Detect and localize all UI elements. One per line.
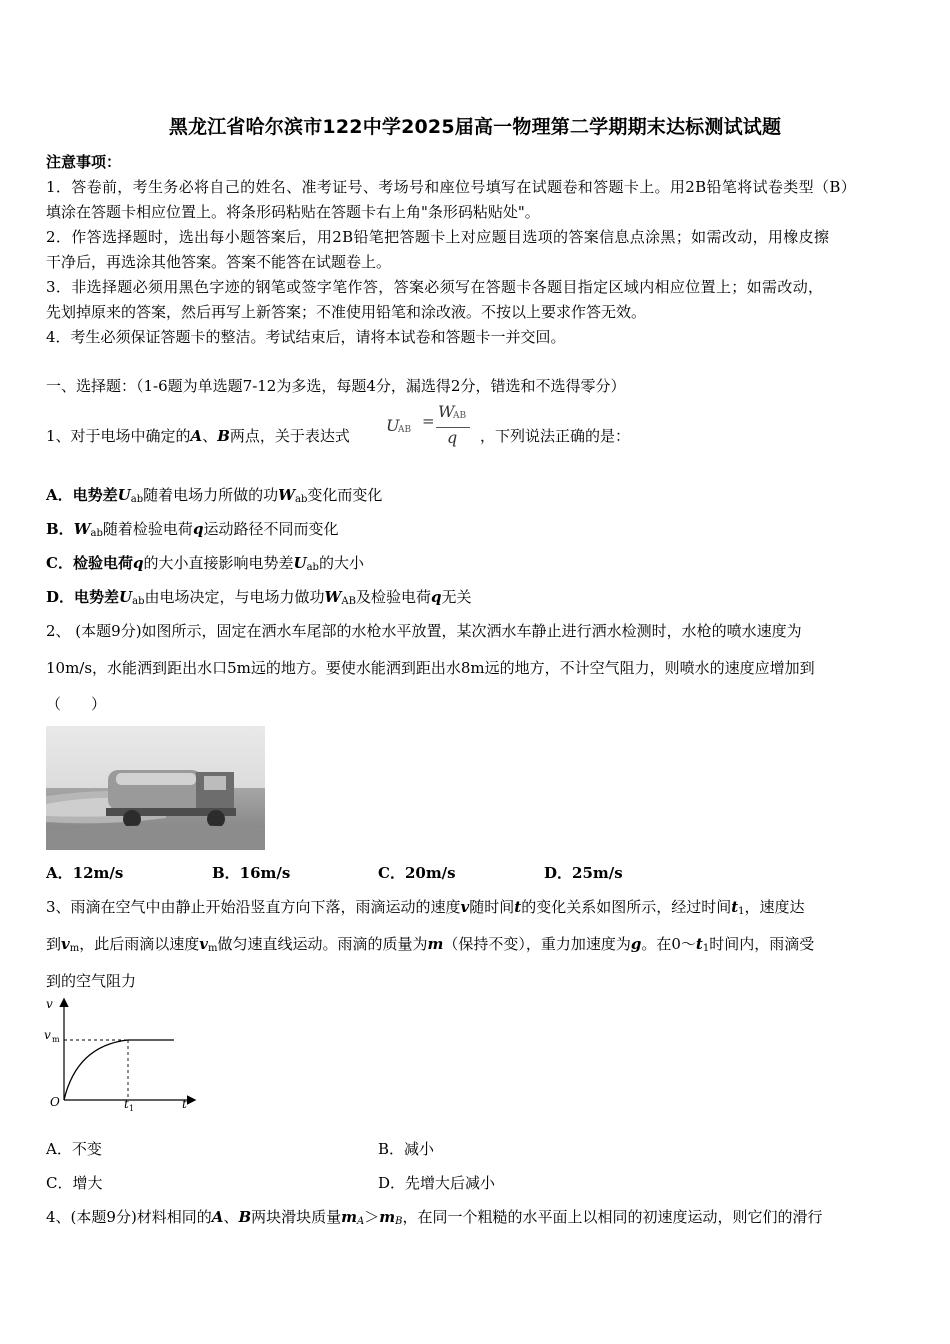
- q3-line-2: [46, 934, 814, 959]
- q1-option-a-var1: U: [117, 486, 131, 504]
- q3-var-vm-sub-2: m: [207, 943, 218, 954]
- notice-item-3: 3．非选择题必须用黑色字迹的钢笔或签字笔作答，答案必须写在答题卡各题目指定区域内相应位置上；如需改动，: [46, 278, 824, 296]
- q3-option-b: [378, 1139, 434, 1159]
- q3-l2d: （保持不变），重力加速度为: [443, 935, 631, 953]
- notice-item-2: 2．作答选择题时，选出每小题答案后，用2B铅笔把答题卡上对应题目选项的答案信息点涂黑；如需改动，用橡皮擦: [46, 228, 830, 246]
- q2-line-1: 2、 (本题9分)如图所示，固定在洒水车尾部的水枪水平放置，某次洒水车静止进行洒水检测时，水枪的喷水速度为: [46, 622, 802, 640]
- q1-option-b-var2: q: [192, 520, 204, 538]
- q3-l1a: 3、雨滴在空气中由静止开始沿竖直方向下落，雨滴运动的速度: [46, 898, 461, 916]
- q1-option-c-text2: 的大小: [318, 554, 364, 572]
- q4-var-ma: m: [341, 1208, 358, 1226]
- q1-option-c-text1: 的大小直接影响电势差: [143, 554, 294, 572]
- exam-title: 黑龙江省哈尔滨市122中学2025届高一物理第二学期期末达标测试试题: [168, 116, 782, 138]
- q4-var-ma-sub: A: [357, 1216, 365, 1227]
- q3-line-3: 到的空气阻力: [46, 972, 137, 990]
- q1-option-a-text2: 变化而变化: [307, 486, 383, 504]
- formula-lhs: U: [386, 416, 400, 435]
- q3-l2b: ，此后雨滴以速度: [79, 935, 200, 953]
- graph-t1-sub: 1: [129, 1104, 135, 1113]
- q1-option-d-label: D．电势差: [46, 588, 120, 606]
- notice-item-3b: 先划掉原来的答案，然后再写上新答案；不准使用铅笔和涂改液。不按以上要求作答无效。: [46, 303, 647, 321]
- q4-sep: 、: [223, 1208, 239, 1226]
- graph-x-label: t: [182, 1097, 187, 1111]
- q3-var-t1-sub-2: 1: [702, 943, 710, 954]
- q1-option-d-sub2: AB: [341, 596, 356, 607]
- q1-option-d-text1: 由电场决定，与电场力做功: [144, 588, 325, 606]
- q1-option-d-var1: U: [119, 588, 133, 606]
- graph-curve: [64, 1040, 128, 1100]
- q1-option-d-text2: 及检验电荷: [355, 588, 431, 606]
- velocity-time-graph: [42, 994, 202, 1114]
- q1-option-a-var2: W: [278, 486, 295, 504]
- q3-var-t1-2: t: [695, 935, 703, 953]
- sprinkler-truck-photo: [46, 726, 265, 850]
- q1-option-c-var1: q: [132, 554, 144, 572]
- q1-option-d-text3: 无关: [441, 588, 472, 606]
- q3-var-v: v: [460, 898, 470, 916]
- q3-l2a: 到: [46, 935, 62, 953]
- q1-option-d-sub1: ab: [132, 596, 145, 607]
- q1-option-a-label: A．电势差: [46, 486, 118, 504]
- q1-stem-pre: 1、对于电场中确定的: [46, 427, 191, 445]
- q2-line-2: 10m/s，水能洒到距出水口5m远的地方。要使水能洒到距出水8m远的地方，不计空气阻力，则喷水的速度应增加到: [46, 659, 815, 677]
- q3-l1c: 的变化关系如图所示，经过时间: [521, 898, 732, 916]
- q4-line-1: [46, 1207, 823, 1232]
- q4-gt: ＞: [364, 1208, 380, 1226]
- q2-option-b: B．16m/s: [212, 864, 291, 882]
- q1-option-c: [46, 553, 364, 578]
- formula-lhs-sub: AB: [398, 425, 412, 435]
- q1-option-a-sub1: ab: [130, 494, 144, 505]
- formula-denominator: q: [447, 428, 458, 447]
- q3-l2e: 。在0～: [641, 935, 696, 953]
- notice-item-4: 4．考生必须保证答题卡的整洁。考试结束后，请将本试卷和答题卡一并交回。: [46, 328, 566, 346]
- graph-y-label: v: [46, 997, 53, 1011]
- q4-var-mb-sub: B: [395, 1216, 403, 1227]
- graph-t1-label: t: [124, 1097, 129, 1111]
- formula-equals: =: [422, 412, 435, 430]
- q3-option-a: [46, 1139, 102, 1159]
- q1-stem-post: ，下列说法正确的是：: [480, 427, 631, 445]
- q1-option-a-sub2: ab: [294, 494, 308, 505]
- q4-var-b: B: [238, 1208, 252, 1226]
- q3-option-c: [46, 1173, 102, 1193]
- q1-option-c-label: C．检验电荷: [46, 554, 133, 572]
- q1-option-a-text1: 随着电场力所做的功: [143, 486, 279, 504]
- q1-option-b-text2: 运动路径不同而变化: [203, 520, 339, 538]
- q1-option-c-sub2: ab: [306, 562, 319, 573]
- q3-var-t: t: [514, 898, 522, 916]
- q3-var-t1: t: [731, 898, 739, 916]
- notice-item-2b: 干净后，再选涂其他答案。答案不能答在试题卷上。: [46, 253, 392, 271]
- q3-line-1: [46, 897, 805, 922]
- q4-var-mb: m: [379, 1208, 396, 1226]
- graph-origin-label: O: [50, 1095, 60, 1109]
- q1-formula: [384, 402, 476, 452]
- q3-option-b-text: B．减小: [378, 1140, 435, 1158]
- q2-option-a: A．12m/s: [46, 864, 124, 882]
- q1-stem-mid: 两点，关于表达式: [229, 427, 350, 445]
- q1-option-d-var2: W: [324, 588, 342, 606]
- notice-item-1b: 填涂在答题卡相应位置上。将条形码粘贴在答题卡右上角"条形码粘贴处"。: [46, 203, 540, 221]
- graph-vm-label: v: [44, 1028, 51, 1042]
- q3-option-d-text: D．先增大后减小: [378, 1174, 496, 1192]
- graph-vm-sub: m: [52, 1035, 60, 1044]
- q1-sep: 、: [202, 427, 218, 445]
- q1-stem: [46, 426, 350, 446]
- q1-option-d: [46, 587, 471, 612]
- q2-option-c: C．20m/s: [378, 864, 456, 882]
- q3-var-vm-sub: m: [69, 943, 80, 954]
- q4-var-a: A: [211, 1208, 224, 1226]
- q4-l1c: ，在同一个粗糙的水平面上以相同的初速度运动，则它们的滑行: [402, 1208, 823, 1226]
- q3-var-vm-2: v: [199, 935, 208, 953]
- notice-item-1: 1．答卷前，考生务必将自己的姓名、准考证号、考场号和座位号填写在试题卷和答题卡上。用2B铅笔将试卷类型（B）: [46, 178, 857, 196]
- q3-option-d: [378, 1173, 495, 1193]
- q3-var-m: m: [427, 935, 444, 953]
- q1-option-d-var3: q: [430, 588, 442, 606]
- q1-option-b-label: B．: [46, 520, 74, 538]
- formula-numerator: W: [438, 402, 455, 421]
- q1-point-b: B: [217, 427, 230, 445]
- q3-l2c: 做匀速直线运动。雨滴的质量为: [217, 935, 428, 953]
- q1-option-c-var2: U: [293, 554, 307, 572]
- q1-option-b-text1: 随着检验电荷: [102, 520, 193, 538]
- q3-var-t1-sub: 1: [738, 906, 745, 917]
- q2-line-3: （ ）: [46, 695, 107, 713]
- q1-option-b-var1: W: [73, 520, 91, 538]
- q3-l2f: 时间内，雨滴受: [709, 935, 815, 953]
- q3-option-a-text: A．不变: [46, 1140, 102, 1158]
- notice-heading: 注意事项：: [46, 153, 122, 171]
- q4-l1a: 4、(本题9分)材料相同的: [46, 1208, 212, 1226]
- q3-option-c-text: C．增大: [46, 1174, 103, 1192]
- q1-option-a: [46, 485, 382, 510]
- formula-numerator-sub: AB: [453, 411, 467, 421]
- q2-option-d: D．25m/s: [544, 864, 623, 882]
- q1-option-b-sub1: ab: [90, 528, 103, 539]
- q3-l1d: ，速度达: [744, 898, 805, 916]
- q4-l1b: 两块滑块质量: [251, 1208, 342, 1226]
- q1-option-b: [46, 519, 338, 544]
- q3-var-g: g: [630, 935, 642, 953]
- q3-var-vm: v: [61, 935, 70, 953]
- q3-l1b: 随时间: [469, 898, 515, 916]
- q1-point-a: A: [190, 427, 203, 445]
- section-heading: 一、选择题：（1-6题为单选题7-12为多选，每题4分，漏选得2分，错选和不选得零分）: [46, 377, 626, 395]
